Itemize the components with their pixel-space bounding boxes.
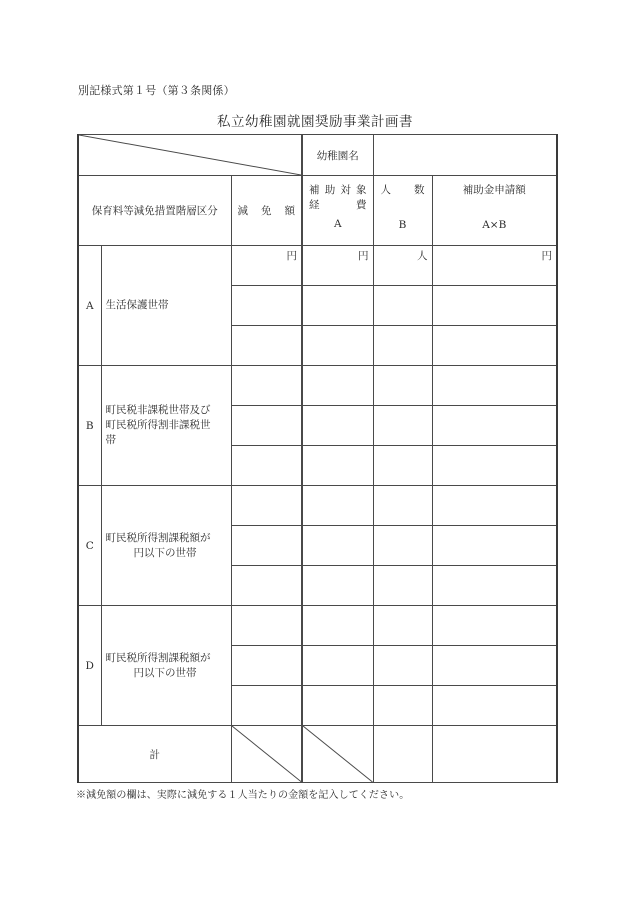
plan-table [77,134,558,783]
category-a-description [101,246,231,366]
b-subsidy-2[interactable] [302,406,373,446]
category-d-description [101,606,231,726]
unit-yen: 円 [286,250,298,262]
header-reduction-char-3: 額 [284,205,296,217]
a-people-2[interactable] [373,286,432,326]
total-subsidy-crossed [302,726,373,783]
header-application-formula: A×B [482,219,507,231]
document-title: 私立幼稚園就園奨励事業計画書 [217,114,413,130]
a-people-3[interactable] [373,326,432,366]
d-people-2[interactable] [373,646,432,686]
c-application-1[interactable] [432,486,557,526]
b-reduction-2[interactable] [231,406,302,446]
hdr-sub-c1: 補 [309,184,320,196]
category-c-line-2: 円以下の世帯 [133,546,197,559]
total-label: 計 [78,726,231,783]
b-application-1[interactable] [432,366,557,406]
hdr-sub-c4: 象 [356,184,367,196]
d-subsidy-2[interactable] [302,646,373,686]
a-application-3[interactable] [432,326,557,366]
a-subsidy-3[interactable] [302,326,373,366]
a-reduction-2[interactable] [231,286,302,326]
category-c-letter: C [78,486,101,606]
b-application-3[interactable] [432,446,557,486]
header-subsidy-letter: A [333,218,342,230]
hdr-people-c2: 数 [414,184,425,196]
c-subsidy-3[interactable] [302,566,373,606]
d-people-3[interactable] [373,686,432,726]
header-reduction-char-1: 減 [237,205,248,217]
c-subsidy-1[interactable] [302,486,373,526]
d-subsidy-3[interactable] [302,686,373,726]
header-subsidy-cost [302,176,373,246]
b-reduction-3[interactable] [231,446,302,486]
a-subsidy-2[interactable] [302,286,373,326]
category-c-description [101,486,231,606]
category-c-line-1: 町民税所得割課税額が [105,531,211,544]
category-b-description [101,366,231,486]
a-people-1[interactable] [373,246,432,286]
d-application-2[interactable] [432,646,557,686]
hdr-sub-c2: 助 [324,184,336,196]
a-application-1[interactable] [432,246,557,286]
total-reduction-crossed [231,726,302,783]
header-application-label: 補助金申請額 [462,184,526,196]
c-people-2[interactable] [373,526,432,566]
hdr-sub-c3: 対 [340,184,351,196]
d-application-1[interactable] [432,606,557,646]
category-b-line-3: 帯 [105,434,116,446]
c-reduction-2[interactable] [231,526,302,566]
c-people-3[interactable] [373,566,432,606]
d-reduction-3[interactable] [231,686,302,726]
category-b-line-1: 町民税非課税世帯及び [105,404,211,416]
category-b-letter: B [78,366,101,486]
b-people-1[interactable] [373,366,432,406]
a-subsidy-1[interactable] [302,246,373,286]
category-a-letter: A [78,246,101,366]
diagonal-line [79,135,301,175]
hdr-people-c1: 人 [380,184,392,196]
unit-yen: 円 [541,250,553,262]
unit-person: 人 [417,250,428,262]
category-d-line-1: 町民税所得割課税額が [105,651,211,664]
total-subsidy-diagonal [303,726,373,782]
b-reduction-1[interactable] [231,366,302,406]
d-subsidy-1[interactable] [302,606,373,646]
c-subsidy-2[interactable] [302,526,373,566]
total-application[interactable] [432,726,557,783]
kindergarten-name-label: 幼稚園名 [302,135,373,176]
b-people-2[interactable] [373,406,432,446]
d-reduction-1[interactable] [231,606,302,646]
footnote: ※減免額の欄は、実際に減免する１人当たりの金額を記入してください。 [76,790,410,801]
d-people-1[interactable] [373,606,432,646]
category-b-line-2: 町民税所得割非課税世 [105,419,211,431]
hdr-sub-c6: 費 [356,199,367,211]
c-reduction-3[interactable] [231,566,302,606]
c-reduction-1[interactable] [231,486,302,526]
d-application-3[interactable] [432,686,557,726]
diagonal-cell [78,135,302,176]
a-reduction-3[interactable] [231,326,302,366]
c-application-2[interactable] [432,526,557,566]
header-reduction [231,176,302,246]
kindergarten-name-field[interactable] [373,135,557,176]
category-d-line-2: 円以下の世帯 [133,666,197,679]
c-people-1[interactable] [373,486,432,526]
form-reference: 別記様式第１号（第３条関係） [78,84,235,97]
category-d-letter: D [78,606,101,726]
header-reduction-char-2: 免 [261,205,272,217]
unit-yen: 円 [358,250,369,262]
header-people [373,176,432,246]
d-reduction-2[interactable] [231,646,302,686]
b-subsidy-3[interactable] [302,446,373,486]
header-category: 保育料等減免措置階層区分 [78,176,231,246]
total-reduction-diagonal [232,726,302,782]
category-a-line-1: 生活保護世帯 [105,299,169,311]
b-people-3[interactable] [373,446,432,486]
a-application-2[interactable] [432,286,557,326]
c-application-3[interactable] [432,566,557,606]
b-subsidy-1[interactable] [302,366,373,406]
total-people[interactable] [373,726,432,783]
a-reduction-1[interactable] [231,246,302,286]
header-people-letter: B [398,219,407,231]
hdr-sub-c5: 経 [309,199,320,211]
b-application-2[interactable] [432,406,557,446]
header-application [432,176,557,246]
